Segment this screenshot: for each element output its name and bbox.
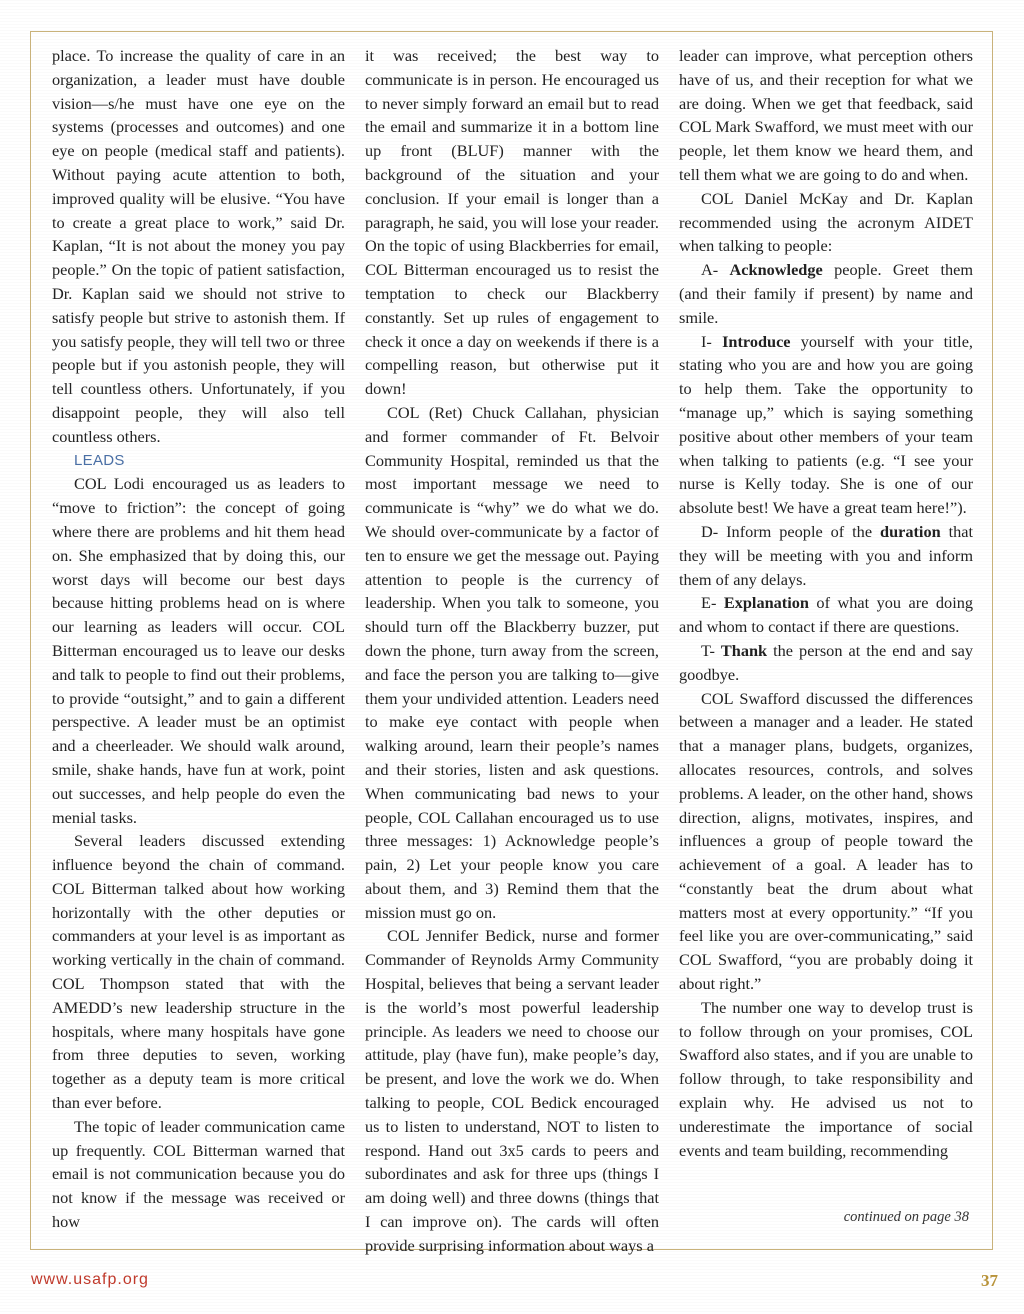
continued-note: continued on page 38 <box>843 1209 969 1225</box>
aidet-thank <box>679 639 973 687</box>
paragraph: leader can improve, what perception others have of us, and their reception for what we are doing. When we get that feedback, said COL Mark Swafford, we must meet with our people, let them know we heard them, and tell them what we are going to do and when. <box>679 46 973 184</box>
section-heading-leads: LEADS <box>74 451 125 469</box>
paragraph: place. To increase the quality of care in an organization, a leader must have double vision—s/he must have one eye on the systems (processes and outcomes) and one eye on people (medical staff and patients). Without paying acute attention to both, improved quality will be elusive. “You have to create a great place to work,” said Dr. Kaplan, “It is not about the money you pay people.” On the topic of patient satisfaction, Dr. Kaplan said we should not strive to satisfy people but strive to astonish them. If you satisfy people, they will tell two or three people but if you astonish people, they will tell countless others. Unfortunately, if you disappoint people, they will also tell countless others. <box>52 46 345 446</box>
page-number: 37 <box>981 1271 998 1290</box>
paragraph: Several leaders discussed extending influence beyond the chain of command. COL Bitterman talked about how working horizontally with the other deputies or commanders at your level is as important as working vertically in the chain of command. COL Thompson stated that with the AMEDD’s new leadership structure in the hospitals, where many hospitals have gone from three deputies to seven, working together as a deputy team is more critical than ever before. <box>52 831 345 1113</box>
column-3 <box>679 44 973 1162</box>
aidet-term: Explanation <box>723 593 809 613</box>
aidet-prefix: T- <box>701 640 721 660</box>
aidet-term: Thank <box>720 640 768 660</box>
aidet-prefix: I- <box>701 331 723 351</box>
aidet-text: yourself with your title, stating who you are and how you are going to help them. Take the opportunity to “manage up,” which is saying something positive about other members of your team when talking to patients (e.g. “I see your nurse is Kelly today. She is one of our absolute best! We have a great team here!”). <box>679 331 973 518</box>
aidet-prefix: E- <box>701 593 724 613</box>
footer-website-link[interactable]: www.usafp.org <box>31 1271 149 1288</box>
aidet-term: Introduce <box>722 331 791 351</box>
paragraph: COL Jennifer Bedick, nurse and former Commander of Reynolds Army Community Hospital, believes that being a servant leader is the world’s most powerful leadership principle. As leaders we need to choose our attitude, play (have fun), make people’s day, be present, and love the work we do. When talking to people, COL Bedick encouraged us to listen to understand, NOT to listen to respond. Hand out 3x5 cards to peers and subordinates and ask for three ups (things I am doing well) and three downs (things that I can improve on). The cards will often provide surprising information about ways a <box>365 926 659 1255</box>
aidet-introduce <box>679 330 973 520</box>
aidet-explanation <box>679 591 973 639</box>
paragraph: The number one way to develop trust is to follow through on your promises, COL Swafford also states, and if you are unable to follow through, to take responsibility and explain why. He advised us not to underestimate the importance of social events and team building, recommending <box>679 997 973 1160</box>
paragraph: COL (Ret) Chuck Callahan, physician and former commander of Ft. Belvoir Community Hospital, reminded us that the most important message we need to communicate is “why” we do what we do. We should over-communicate by a factor of ten to ensure we get the message out. Paying attention to people is the currency of leadership. When you talk to someone, you should turn off the Blackberry buzzer, put down the phone, turn away from the screen, and face the person you are talking to—give them your undivided attention. Leaders need to make eye contact with people when walking around, learn their people’s names and their stories, listen and ask questions. When communicating bad news to your people, COL Callahan encouraged us to use three messages: 1) Acknowledge people’s pain, 2) Let your people know you care about them, and 3) Remind them that the mission must go on. <box>365 402 659 922</box>
aidet-text: people. Greet them (and their family if present) by name and smile. <box>679 260 973 327</box>
paragraph: it was received; the best way to communicate is in person. He encouraged us to never simply forward an email but to read the email and summarize it in a bottom line up front (BLUF) manner with the background of the situation and your conclusion. If your email is longer than a paragraph, he said, you will lose your reader. On the topic of using Blackberries for email, COL Bitterman encouraged us to resist the temptation to check our Blackberry constantly. Set up rules of engagement to check it once a day on weekends if there is a compelling reason, but otherwise put it down! <box>365 46 659 399</box>
paragraph: COL Swafford discussed the differences between a manager and a leader. He stated that a manager plans, budgets, organizes, allocates resources, controls, and solves problems. A leader, on the other hand, shows direction, aligns, motivates, inspires, and influences a group of people toward the achievement of a goal. A leader has to “constantly beat the drum about what matters most at every opportunity.” “If you feel like you are over-communicating,” said COL Swafford, “you are probably doing it about right.” <box>679 688 973 994</box>
paragraph: COL Daniel McKay and Dr. Kaplan recommended using the acronym AIDET when talking to people: <box>679 188 973 256</box>
aidet-duration <box>679 520 973 591</box>
aidet-text: that they will be meeting with you and inform them of any delays. <box>679 521 974 589</box>
aidet-prefix: A- <box>701 260 730 280</box>
column-1 <box>52 44 345 1234</box>
aidet-text: the person at the end and say goodbye. <box>679 640 973 684</box>
aidet-acknowledge <box>679 258 973 329</box>
paragraph: The topic of leader communication came up frequently. COL Bitterman warned that email is not communication because you do not know if the message was received or how <box>52 1116 345 1232</box>
column-2 <box>365 44 659 1258</box>
aidet-term: Acknowledge <box>729 260 823 280</box>
aidet-prefix: D- Inform people of the <box>701 521 881 541</box>
aidet-term: duration <box>880 521 941 541</box>
aidet-text: of what you are doing and whom to contact if there are questions. <box>679 593 974 637</box>
paragraph: COL Lodi encouraged us as leaders to “move to friction”: the concept of going where there are problems and hit them head on. She emphasized that by doing this, our worst days will become our best days because hitting problems head on is where our learning as leaders will occur. COL Bitterman encouraged us to leave our desks and talk to people to find out their problems, to provide “outsight,” and to gain a different perspective. A leader must be an optimist and a cheerleader. We should walk around, smile, shake hands, have fun at work, point out successes, and help people do even the menial tasks. <box>52 474 345 827</box>
